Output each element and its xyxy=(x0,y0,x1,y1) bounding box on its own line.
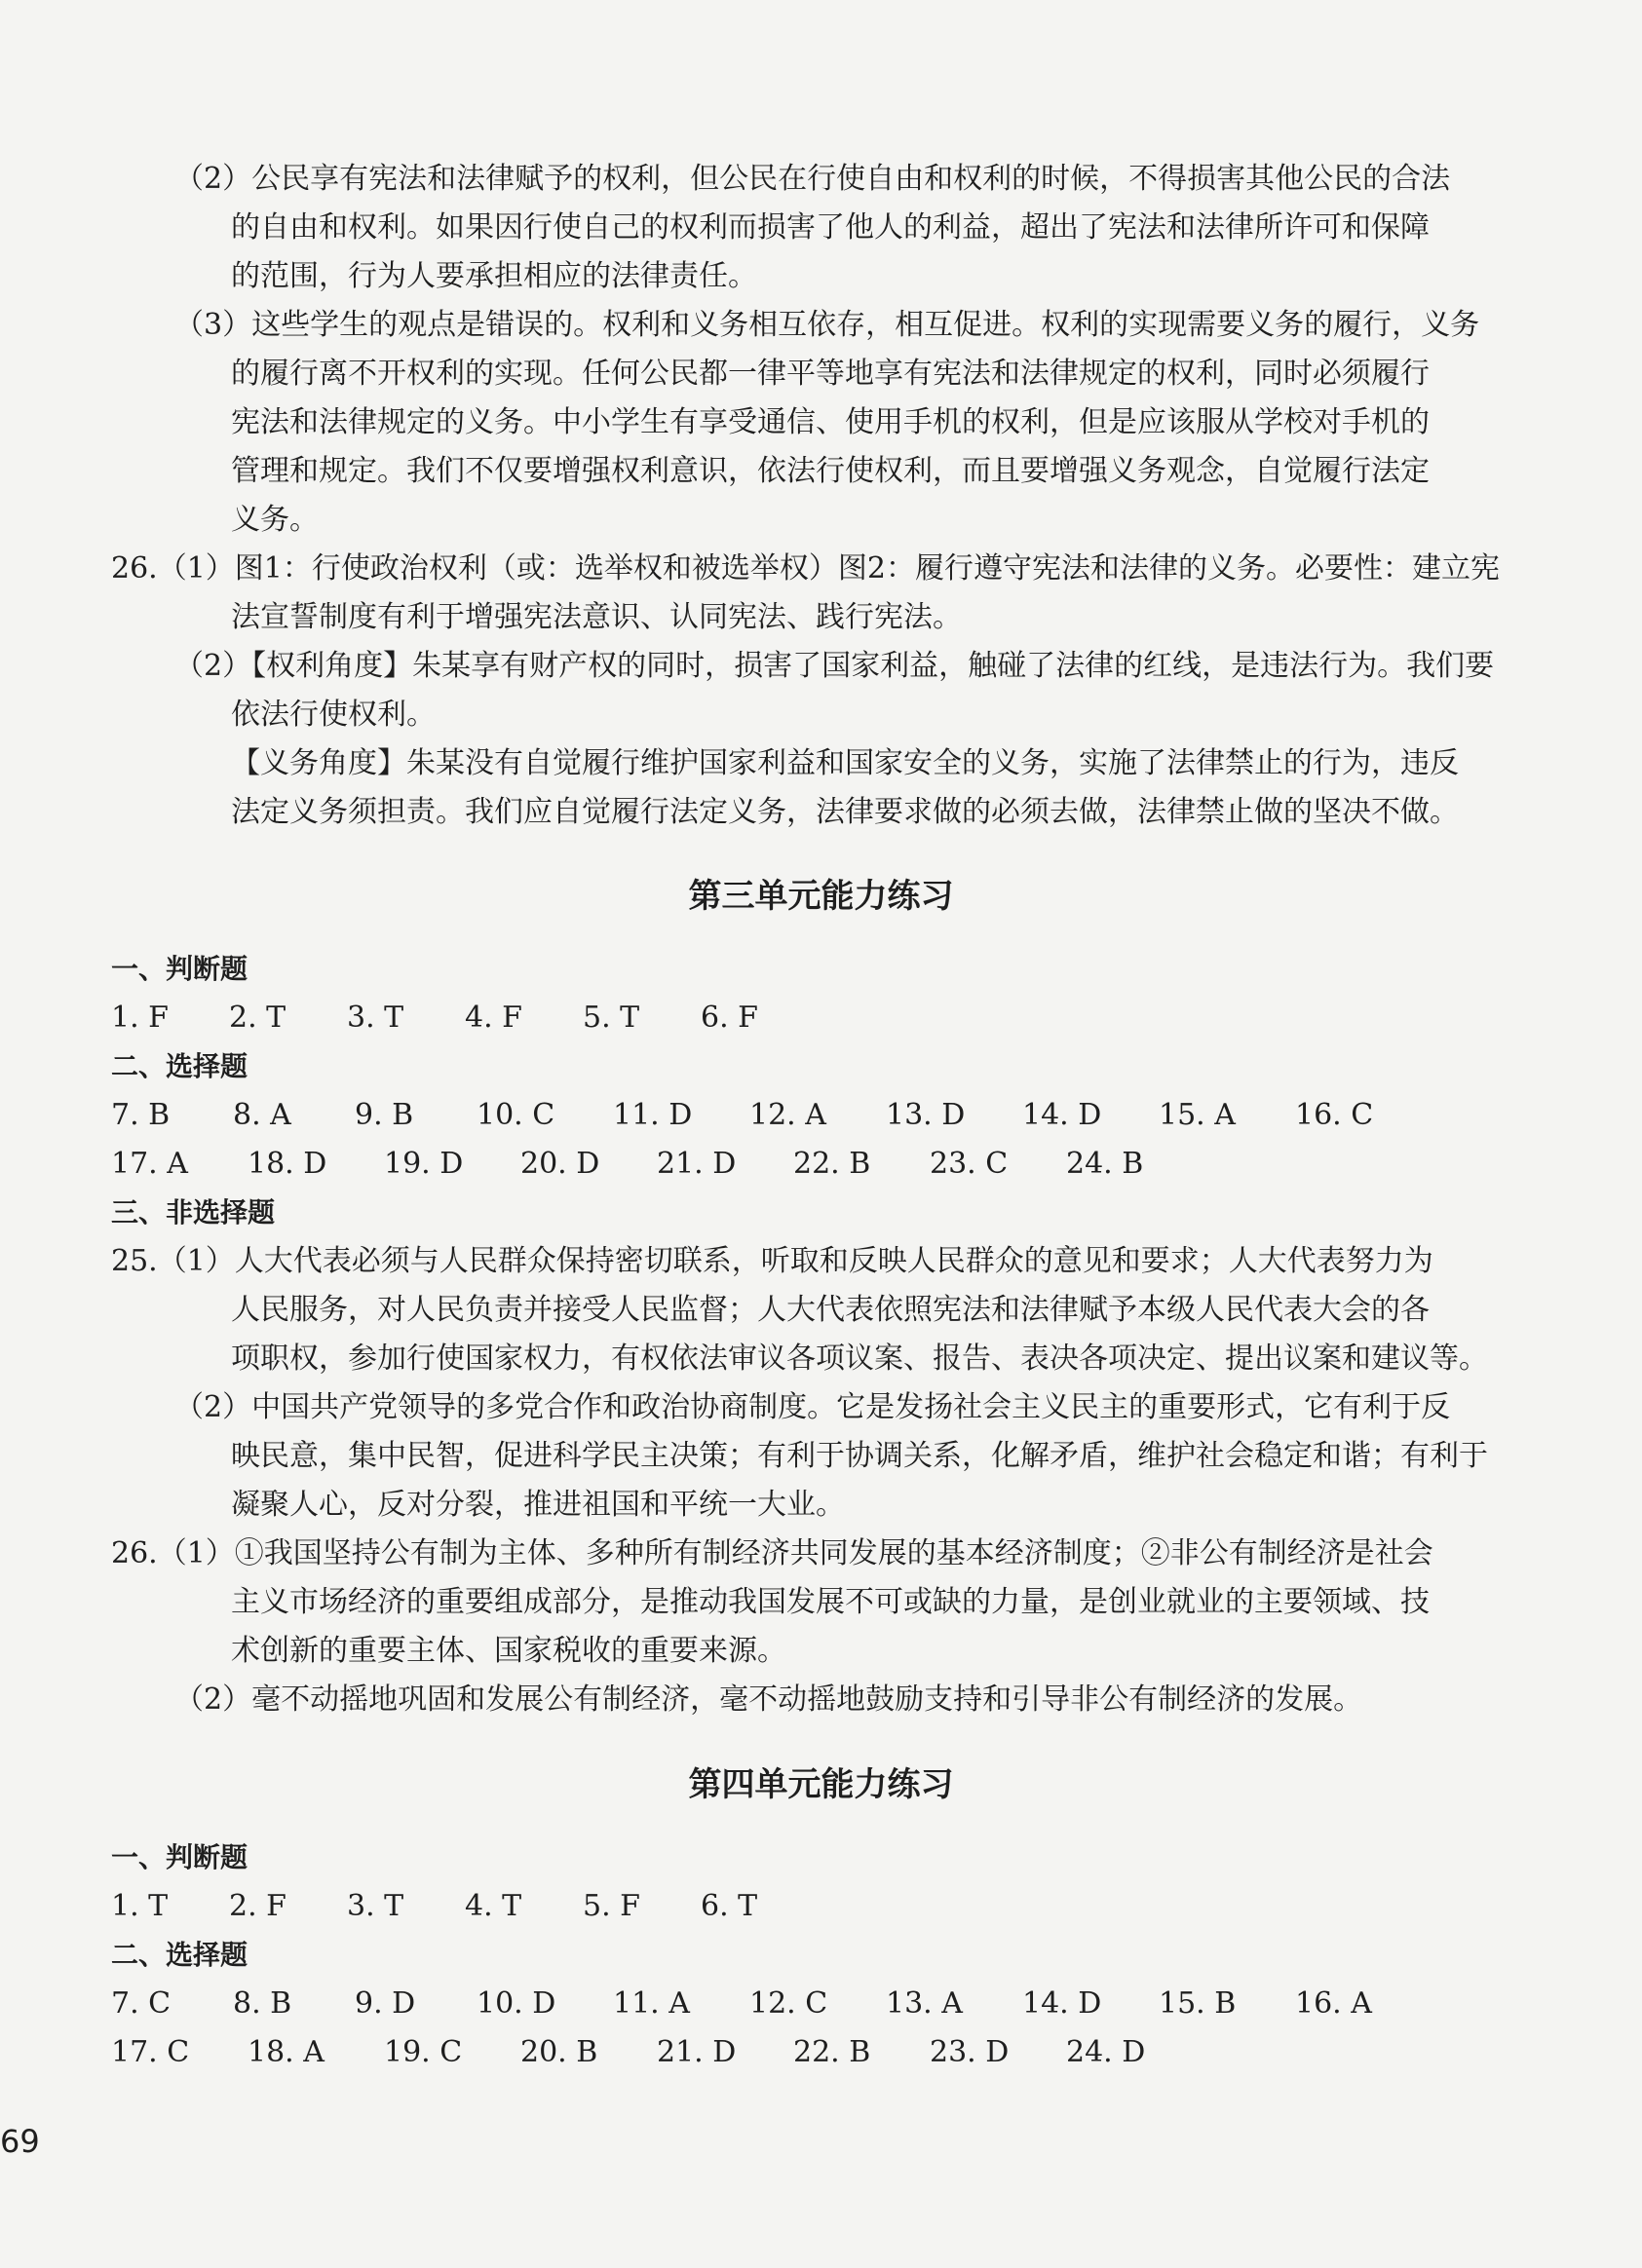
answer-item: 4. T xyxy=(465,1889,522,1923)
text-line: 26.（1）①我国坚持公有制为主体、多种所有制经济共同发展的基本经济制度；②非公有制经济是社会 xyxy=(111,1536,1433,1570)
text-line: 术创新的重要主体、国家税收的重要来源。 xyxy=(231,1634,786,1668)
text-line: 的履行离不开权利的实现。任何公民都一律平等地享有宪法和法律规定的权利，同时必须履行 xyxy=(231,357,1430,391)
text-line: 主义市场经济的重要组成部分，是推动我国发展不可或缺的力量，是创业就业的主要领域、技 xyxy=(231,1585,1430,1619)
answer-item: 11. D xyxy=(613,1098,693,1132)
text-line: 项职权，参加行使国家权力，有权依法审议各项议案、报告、表决各项决定、提出议案和建议等。 xyxy=(231,1342,1488,1376)
answer-item: 19. D xyxy=(384,1147,464,1181)
text-line: 映民意，集中民智，促进科学民主决策；有利于协调关系，化解矛盾，维护社会稳定和谐；有利于 xyxy=(231,1439,1488,1473)
section-heading: 一、判断题 xyxy=(111,1841,248,1873)
text-line: 25.（1）人大代表必须与人民群众保持密切联系，听取和反映人民群众的意见和要求；人大代表努力为 xyxy=(111,1244,1433,1278)
text-line: 的自由和权利。如果因行使自己的权利而损害了他人的利益，超出了宪法和法律所许可和保障 xyxy=(231,210,1430,245)
answer-item: 5. F xyxy=(583,1889,640,1923)
answer-item: 3. T xyxy=(347,1889,404,1923)
answer-item: 17. A xyxy=(111,1147,188,1181)
answer-item: 21. D xyxy=(657,2035,737,2069)
unit4-title: 第四单元能力练习 xyxy=(688,1765,954,1804)
answer-row xyxy=(111,994,1524,1042)
text-line: 【义务角度】朱某没有自觉履行维护国家利益和国家安全的义务，实施了法律禁止的行为，违反 xyxy=(231,746,1459,780)
answer-item: 18. D xyxy=(248,1147,327,1181)
section-heading: 三、非选择题 xyxy=(111,1196,276,1228)
answer-item: 21. D xyxy=(657,1147,737,1181)
answer-item: 12. A xyxy=(749,1098,826,1132)
answer-item: 16. A xyxy=(1295,1986,1372,2021)
answer-row xyxy=(111,1140,1524,1189)
text-line: 凝聚人心，反对分裂，推进祖国和平统一大业。 xyxy=(231,1488,845,1522)
answer-item: 17. C xyxy=(111,2035,190,2069)
answer-item: 2. T xyxy=(229,1001,286,1035)
unit3-title: 第三单元能力练习 xyxy=(688,877,954,916)
text-line: （2）公民享有宪法和法律赋予的权利，但公民在行使自由和权利的时候，不得损害其他公民的合法 xyxy=(174,162,1451,196)
unit2-q26-part2 xyxy=(111,642,1524,837)
unit3-choice-section xyxy=(111,1042,1524,1189)
answer-item: 10. D xyxy=(477,1986,556,2021)
answer-item: 6. F xyxy=(701,1001,758,1035)
text-line: （3）这些学生的观点是错误的。权利和义务相互依存，相互促进。权利的实现需要义务的履行，义务 xyxy=(174,308,1480,342)
answer-item: 11. A xyxy=(613,1986,690,2021)
answer-item: 1. F xyxy=(111,1001,169,1035)
text-line: 宪法和法律规定的义务。中小学生有享受通信、使用手机的权利，但是应该服从学校对手机的 xyxy=(231,405,1430,439)
answer-item: 24. B xyxy=(1066,1147,1144,1181)
answer-item: 22. B xyxy=(793,2035,871,2069)
text-line: （2）【权利角度】朱某享有财产权的同时，损害了国家利益，触碰了法律的红线，是违法行为。我们要 xyxy=(174,649,1495,683)
answer-item: 24. D xyxy=(1066,2035,1146,2069)
answer-item: 1. T xyxy=(111,1889,169,1923)
answer-item: 8. B xyxy=(233,1986,292,2021)
text-line: （2）中国共产党领导的多党合作和政治协商制度。它是发扬社会主义民主的重要形式，它有利于反 xyxy=(174,1390,1451,1424)
answer-item: 12. C xyxy=(749,1986,828,2021)
answer-item: 7. C xyxy=(111,1986,172,2021)
unit2-q26-part1 xyxy=(111,545,1524,642)
section-heading: 一、判断题 xyxy=(111,953,248,985)
unit4-judge-section xyxy=(111,1833,1524,1931)
answer-item: 7. B xyxy=(111,1098,171,1132)
text-line: 人民服务，对人民负责并接受人民监督；人大代表依照宪法和法律赋予本级人民代表大会的各 xyxy=(231,1293,1430,1327)
answer-item: 4. F xyxy=(465,1001,522,1035)
text-line: 管理和规定。我们不仅要增强权利意识，依法行使权利，而且要增强义务观念，自觉履行法定 xyxy=(231,454,1430,488)
unit2-q25-part3 xyxy=(111,301,1524,545)
answer-row xyxy=(111,2028,1524,2077)
answer-item: 22. B xyxy=(793,1147,871,1181)
answer-row xyxy=(111,1980,1524,2028)
unit4-choice-section xyxy=(111,1931,1524,2077)
answer-item: 16. C xyxy=(1295,1098,1374,1132)
answer-row xyxy=(111,1882,1524,1931)
answer-item: 15. B xyxy=(1159,1986,1237,2021)
unit3-judge-section xyxy=(111,945,1524,1042)
text-line: 的范围，行为人要承担相应的法律责任。 xyxy=(231,259,757,293)
answer-item: 20. D xyxy=(520,1147,600,1181)
unit2-q25-part2 xyxy=(111,155,1524,301)
text-line: 法宣誓制度有利于增强宪法意识、认同宪法、践行宪法。 xyxy=(231,600,962,634)
page-number: 69 xyxy=(0,2123,40,2160)
answer-item: 20. B xyxy=(520,2035,598,2069)
answer-item: 19. C xyxy=(384,2035,463,2069)
answer-item: 13. A xyxy=(886,1986,963,2021)
answer-item: 23. C xyxy=(930,1147,1009,1181)
answer-item: 14. D xyxy=(1022,1098,1102,1132)
text-line: 法定义务须担责。我们应自觉履行法定义务，法律要求做的必须去做，法律禁止做的坚决不做。 xyxy=(231,795,1459,829)
text-line: （2）毫不动摇地巩固和发展公有制经济，毫不动摇地鼓励支持和引导非公有制经济的发展。 xyxy=(174,1682,1363,1717)
answer-row xyxy=(111,1091,1524,1140)
answer-item: 3. T xyxy=(347,1001,404,1035)
answer-item: 2. F xyxy=(229,1889,286,1923)
answer-item: 13. D xyxy=(886,1098,966,1132)
text-line: 义务。 xyxy=(231,503,319,537)
answer-item: 18. A xyxy=(248,2035,325,2069)
unit3-nonchoice-section xyxy=(111,1189,1524,1724)
answer-item: 15. A xyxy=(1159,1098,1236,1132)
answer-item: 10. C xyxy=(477,1098,555,1132)
answer-item: 8. A xyxy=(233,1098,291,1132)
answer-item: 5. T xyxy=(583,1001,640,1035)
answer-item: 6. T xyxy=(701,1889,758,1923)
text-line: 依法行使权利。 xyxy=(231,698,436,732)
section-heading: 二、选择题 xyxy=(111,1939,248,1971)
answer-item: 9. B xyxy=(355,1098,414,1132)
answer-item: 9. D xyxy=(355,1986,416,2021)
answer-item: 23. D xyxy=(930,2035,1010,2069)
section-heading: 二、选择题 xyxy=(111,1050,248,1082)
answer-item: 14. D xyxy=(1022,1986,1102,2021)
text-line: 26.（1）图1：行使政治权利（或：选举权和被选举权）图2：履行遵守宪法和法律的义务。必要性：建立宪 xyxy=(111,551,1500,586)
